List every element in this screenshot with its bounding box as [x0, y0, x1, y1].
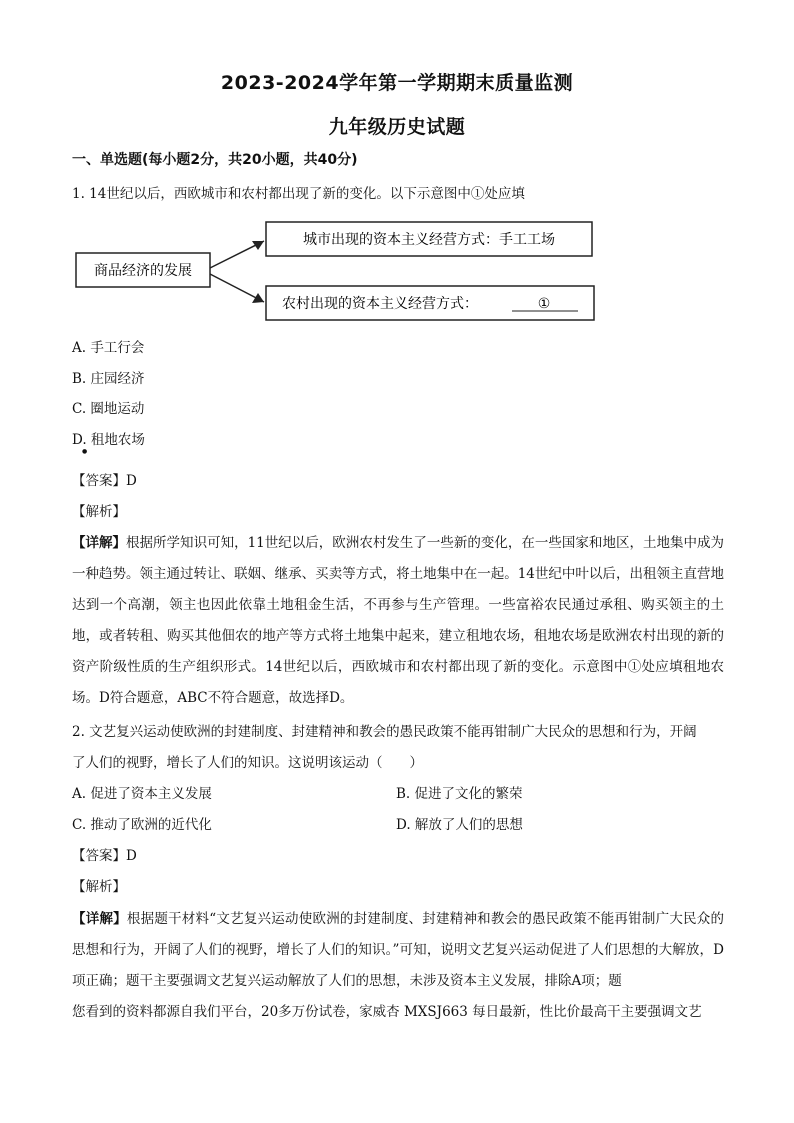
q1-option-c: C. 圈地运动 [72, 401, 145, 417]
q1-option-a: A. 手工行会 [72, 340, 145, 356]
q1-diagram [72, 216, 602, 328]
q2-option-d: D. 解放了人们的思想 [396, 817, 523, 833]
q1-detail-label: 【详解】 [72, 535, 127, 551]
watermark-footer: 您看到的资料都源自我们平台，20多万份试卷，家威杏 MXSJ663 每日最新，性比价最高干主要强调文艺 [72, 1004, 702, 1020]
q2-stem-line1: 2. 文艺复兴运动使欧洲的封建制度、封建精神和教会的愚民政策不能再钳制广大民众的思想和行为，开阔 [72, 724, 697, 740]
q2-option-c: C. 推动了欧洲的近代化 [72, 817, 212, 833]
exam-subtitle: 九年级历史试题 [328, 116, 466, 138]
q1-detail-text: 根据所学知识可知，11世纪以后，欧洲农村发生了一些新的变化，在一些国家和地区，土地集中成为一种趋势。领主通过转让、联姻、继承、买卖等方式，将土地集中在一起。14世纪中叶以后，出租领主直营地达到一个高潮，领主也因此依靠土地租金生活，不再参与生产管理。一些富裕农民通过承租、购买领主的土地，或者转租、购买其他佃农的地产等方式将土地集中起来，建立租地农场，租地农场是欧洲农村出现的新的资产阶级性质的生产组织形式。14世纪以后，西欧城市和农村都出现了新的变化。示意图中①处应填租地农场。D符合题意，ABC不符合题意，故选择D。 [72, 535, 724, 706]
diagram-bottom-text: 农村出现的资本主义经营方式： [282, 296, 478, 312]
q2-stem-line2: 了人们的视野，增长了人们的知识。这说明该运动（ ） [72, 755, 423, 771]
diagram-top-text: 城市出现的资本主义经营方式：手工工场 [303, 232, 555, 248]
q1-answer: 【答案】D [72, 473, 137, 489]
diagram-blank-marker: ① [537, 296, 551, 312]
stray-dot: ● [82, 448, 88, 455]
q1-option-b: B. 庄园经济 [72, 371, 145, 387]
q2-detail-text: 根据题干材料“文艺复兴运动使欧洲的封建制度、封建精神和教会的愚民政策不能再钳制广大民众的思想和行为，开阔了人们的视野，增长了人们的知识。”可知，说明文艺复兴运动促进了人们思想的大解放，D项正确；题干主要强调文艺复兴运动解放了人们的思想，未涉及资本主义发展，排除A项；题 [72, 911, 724, 989]
q2-analysis-label: 【解析】 [72, 879, 126, 895]
q2-detail [72, 904, 724, 998]
exam-title: 2023-2024学年第一学期期末质量监测 [220, 72, 574, 94]
diagram-left-text: 商品经济的发展 [94, 263, 192, 279]
q1-stem: 1. 14世纪以后，西欧城市和农村都出现了新的变化。以下示意图中①处应填 [72, 186, 525, 202]
q2-option-a: A. 促进了资本主义发展 [72, 786, 212, 802]
q2-detail-label: 【详解】 [72, 911, 127, 927]
arrow-down-head [252, 293, 264, 303]
q2-option-b: B. 促进了文化的繁荣 [396, 786, 523, 802]
q1-option-d: D. 租地农场 [72, 432, 145, 448]
q1-detail [72, 528, 724, 714]
section-heading: 一、单选题(每小题2分，共20小题，共40分) [72, 152, 358, 168]
q2-answer: 【答案】D [72, 848, 137, 864]
q1-analysis-label: 【解析】 [72, 504, 126, 520]
